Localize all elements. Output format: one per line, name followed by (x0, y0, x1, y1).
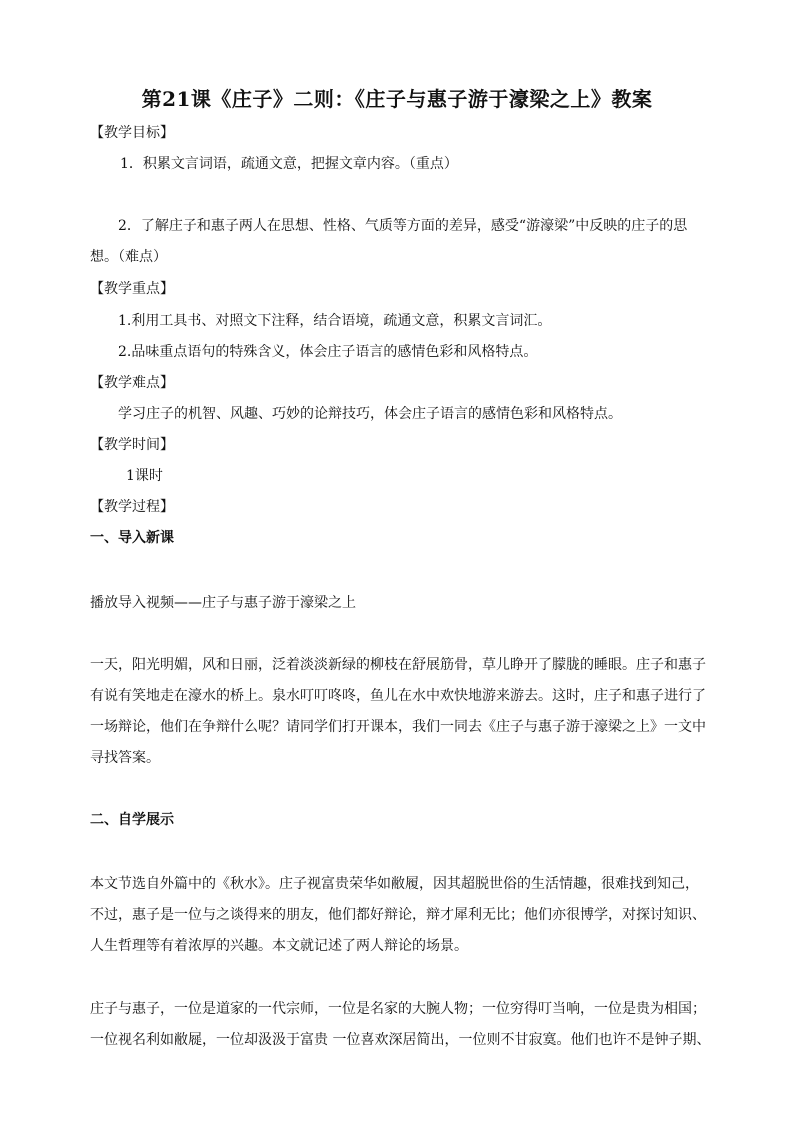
objective-item-2-line-1: 2．了解庄子和惠子两人在思想、性格、气质等方面的差异，感受“游濠梁”中反映的庄子的思 (118, 218, 688, 234)
self-study-paragraph-1-line-2: 不过，惠子是一位与之谈得来的朋友，他们都好辩论，辩才犀利无比；他们亦很博学，对探讨知识、 (90, 907, 706, 923)
process-heading: 【教学过程】 (90, 499, 174, 515)
time-heading: 【教学时间】 (90, 437, 174, 453)
intro-paragraph-line-2: 有说有笑地走在濠水的桥上。泉水叮叮咚咚，鱼儿在水中欢快地游来游去。这时，庄子和惠子进行了 (90, 688, 706, 704)
key-points-heading: 【教学重点】 (90, 281, 174, 297)
intro-paragraph-line-3: 一场辩论，他们在争辩什么呢？请同学们打开课本，我们一同去《庄子与惠子游于濠梁之上》一文中 (90, 719, 706, 735)
self-study-paragraph-2-line-2: 一位视名利如敝屣，一位却汲汲于富贵 一位喜欢深居简出，一位则不甘寂寞。他们也许不是钟子期、 (90, 1032, 711, 1048)
self-study-paragraph-1-line-1: 本文节选自外篇中的《秋水》。庄子视富贵荣华如敝履，因其超脱世俗的生活情趣，很难找到知己， (90, 876, 699, 892)
difficulties-heading: 【教学难点】 (90, 375, 174, 391)
difficulties-text: 学习庄子的机智、风趣、巧妙的论辩技巧，体会庄子语言的感情色彩和风格特点。 (118, 406, 622, 422)
time-text: 1课时 (126, 468, 163, 484)
objectives-heading: 【教学目标】 (90, 125, 174, 141)
intro-paragraph-line-4: 寻找答案。 (90, 750, 160, 766)
key-point-item-2: 2.品味重点语句的特殊含义，体会庄子语言的感情色彩和风格特点。 (118, 344, 538, 360)
page-title: 第21课《庄子》二则：《庄子与惠子游于濠梁之上》教案 (141, 87, 653, 111)
section-2-heading: 二、自学展示 (90, 812, 174, 828)
objective-item-2-line-2: 想。（难点） (90, 249, 167, 265)
self-study-paragraph-1-line-3: 人生哲理等有着浓厚的兴趣。本文就记述了两人辩论的场景。 (90, 938, 468, 954)
intro-paragraph-line-1: 一天，阳光明媚，风和日丽，泛着淡淡新绿的柳枝在舒展筋骨，草儿睁开了朦胧的睡眼。庄子和惠子 (90, 657, 706, 673)
section-1-heading: 一、导入新课 (90, 530, 174, 546)
self-study-paragraph-2-line-1: 庄子与惠子，一位是道家的一代宗师，一位是名家的大腕人物；一位穷得叮当响，一位是贵为相国； (90, 1001, 706, 1017)
key-point-item-1: 1.利用工具书、对照文下注释，结合语境，疏通文意，积累文言词汇。 (118, 313, 552, 329)
objective-item-1: 1．积累文言词语，疏通文意，把握文章内容。（重点） (120, 156, 458, 172)
intro-video-line: 播放导入视频——庄子与惠子游于濠梁之上 (90, 595, 356, 611)
